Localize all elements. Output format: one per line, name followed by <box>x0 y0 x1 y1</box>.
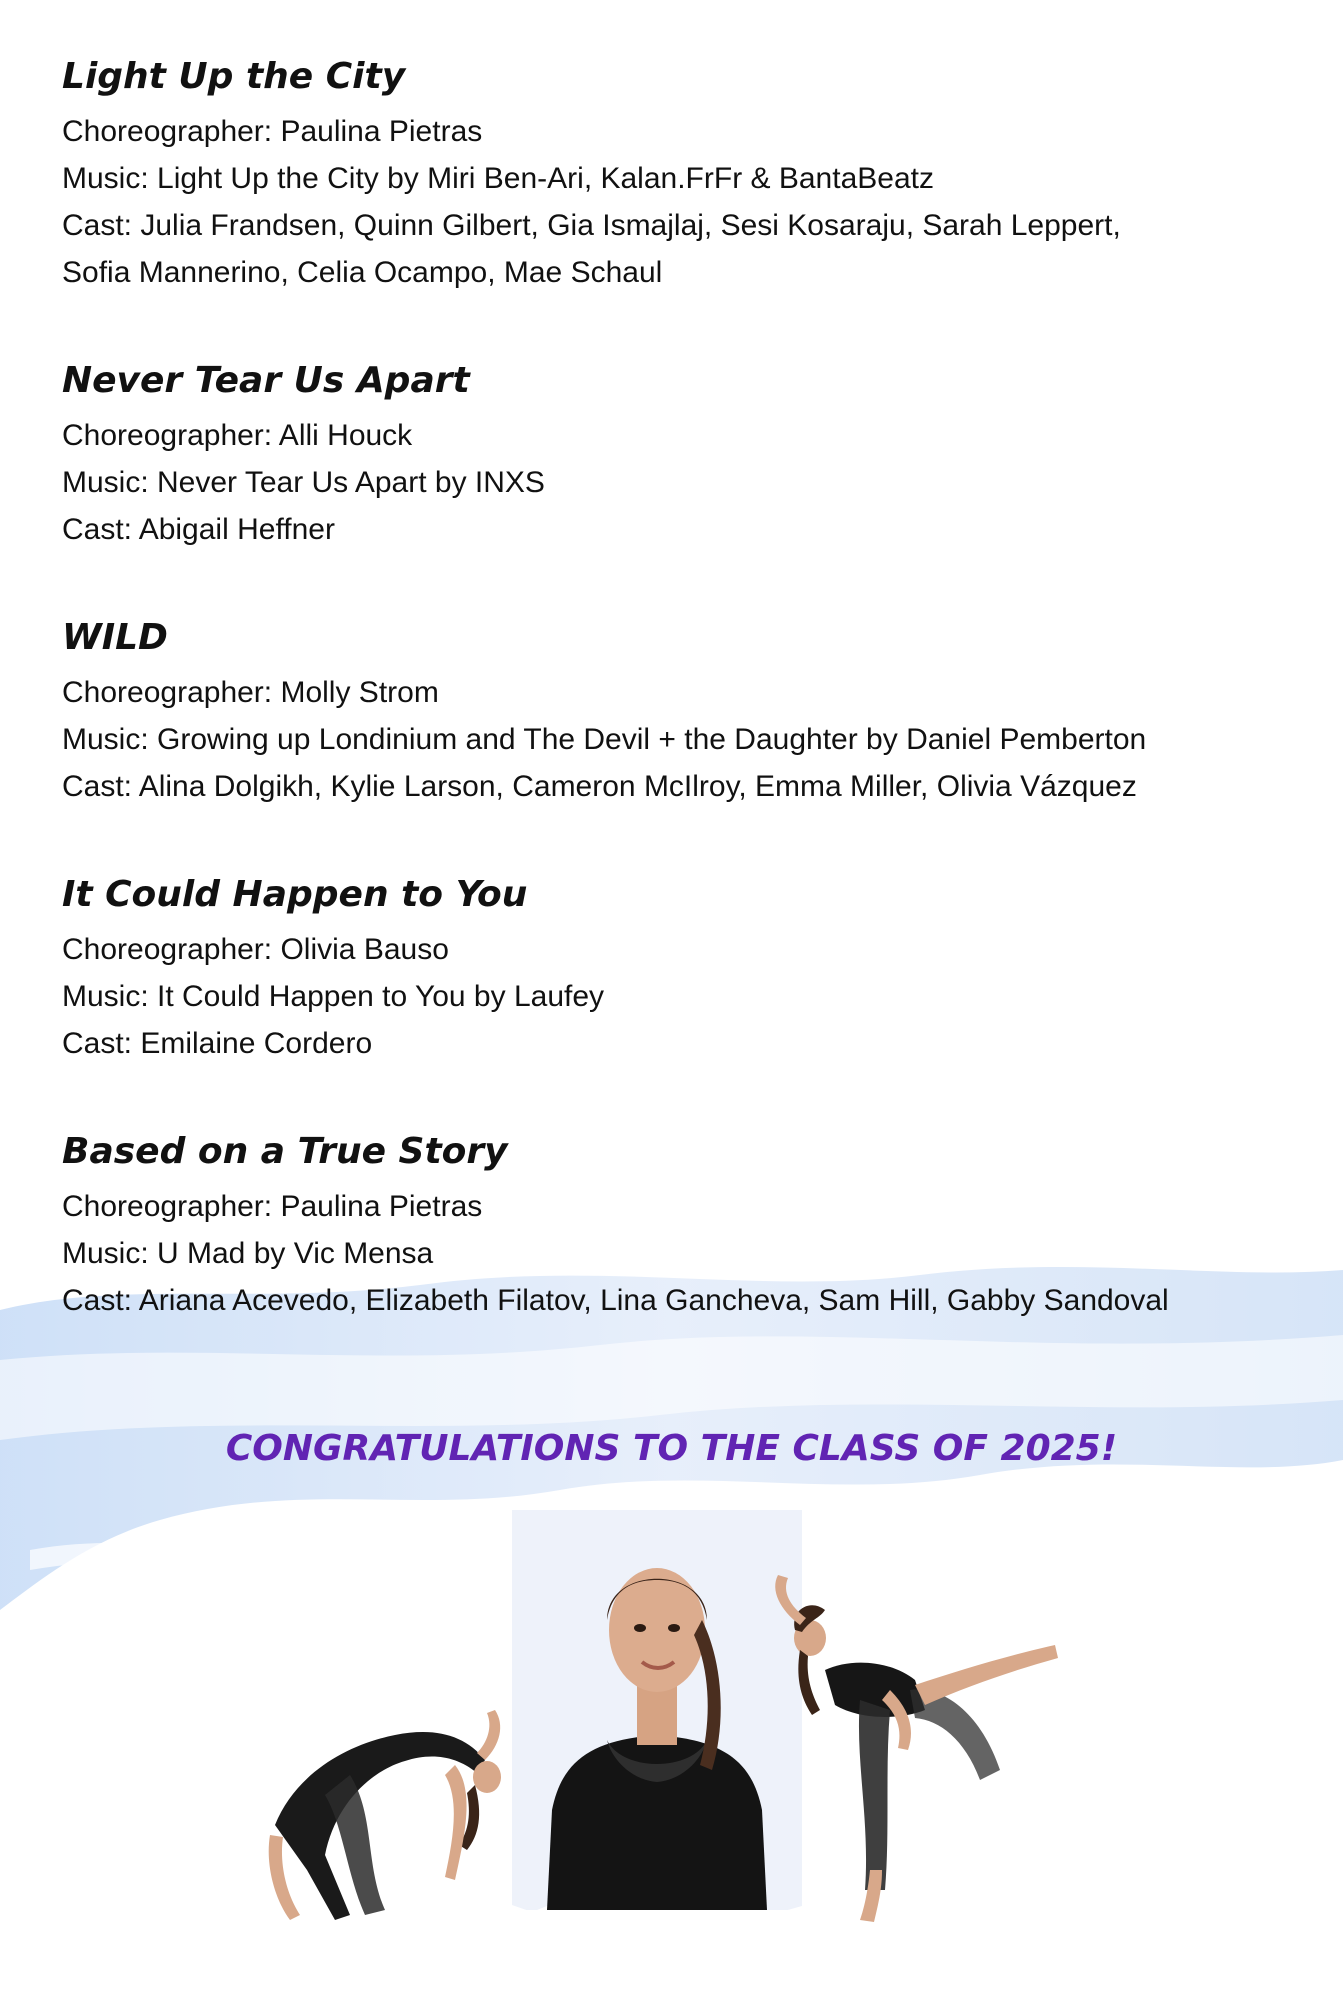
cast-line-continued: Sofia Mannerino, Celia Ocampo, Mae Schaul <box>62 256 663 289</box>
choreographer-line: Choreographer: Paulina Pietras <box>62 115 483 148</box>
program-listing <box>62 52 1282 1384</box>
cast-line: Cast: Julia Frandsen, Quinn Gilbert, Gia Ismajlaj, Sesi Kosaraju, Sarah Leppert, <box>62 209 1121 242</box>
piece-it-could-happen-to-you <box>62 870 1282 1067</box>
music-line: Music: U Mad by Vic Mensa <box>62 1237 434 1270</box>
dancer-photo-arabesque <box>740 1570 1080 1930</box>
music-line: Music: It Could Happen to You by Laufey <box>62 980 605 1013</box>
music-line: Music: Growing up Londinium and The Devil + the Daughter by Daniel Pemberton <box>62 723 1147 756</box>
piece-wild <box>62 613 1282 810</box>
piece-title: Based on a True Story <box>62 1131 508 1172</box>
piece-title: It Could Happen to You <box>62 874 528 915</box>
piece-based-on-a-true-story <box>62 1127 1282 1324</box>
cast-line: Cast: Abigail Heffner <box>62 513 335 546</box>
choreographer-line: Choreographer: Alli Houck <box>62 419 413 452</box>
piece-never-tear-us-apart <box>62 356 1282 553</box>
piece-title: Light Up the City <box>62 56 406 97</box>
congratulations-heading: CONGRATULATIONS TO THE CLASS OF 2025! <box>225 1428 1118 1469</box>
dancer-photo-backbend <box>255 1665 527 1937</box>
cast-line: Cast: Ariana Acevedo, Elizabeth Filatov, Lina Gancheva, Sam Hill, Gabby Sandoval <box>62 1284 1169 1317</box>
music-line: Music: Light Up the City by Miri Ben-Ari, Kalan.FrFr & BantaBeatz <box>62 162 934 195</box>
choreographer-line: Choreographer: Olivia Bauso <box>62 933 449 966</box>
cast-line: Cast: Alina Dolgikh, Kylie Larson, Cameron McIlroy, Emma Miller, Olivia Vázquez <box>62 770 1137 803</box>
piece-title: Never Tear Us Apart <box>62 360 470 401</box>
choreographer-line: Choreographer: Paulina Pietras <box>62 1190 483 1223</box>
piece-title: WILD <box>62 617 168 658</box>
cast-line: Cast: Emilaine Cordero <box>62 1027 373 1060</box>
piece-light-up-the-city <box>62 52 1282 296</box>
music-line: Music: Never Tear Us Apart by INXS <box>62 466 545 499</box>
choreographer-line: Choreographer: Molly Strom <box>62 676 439 709</box>
